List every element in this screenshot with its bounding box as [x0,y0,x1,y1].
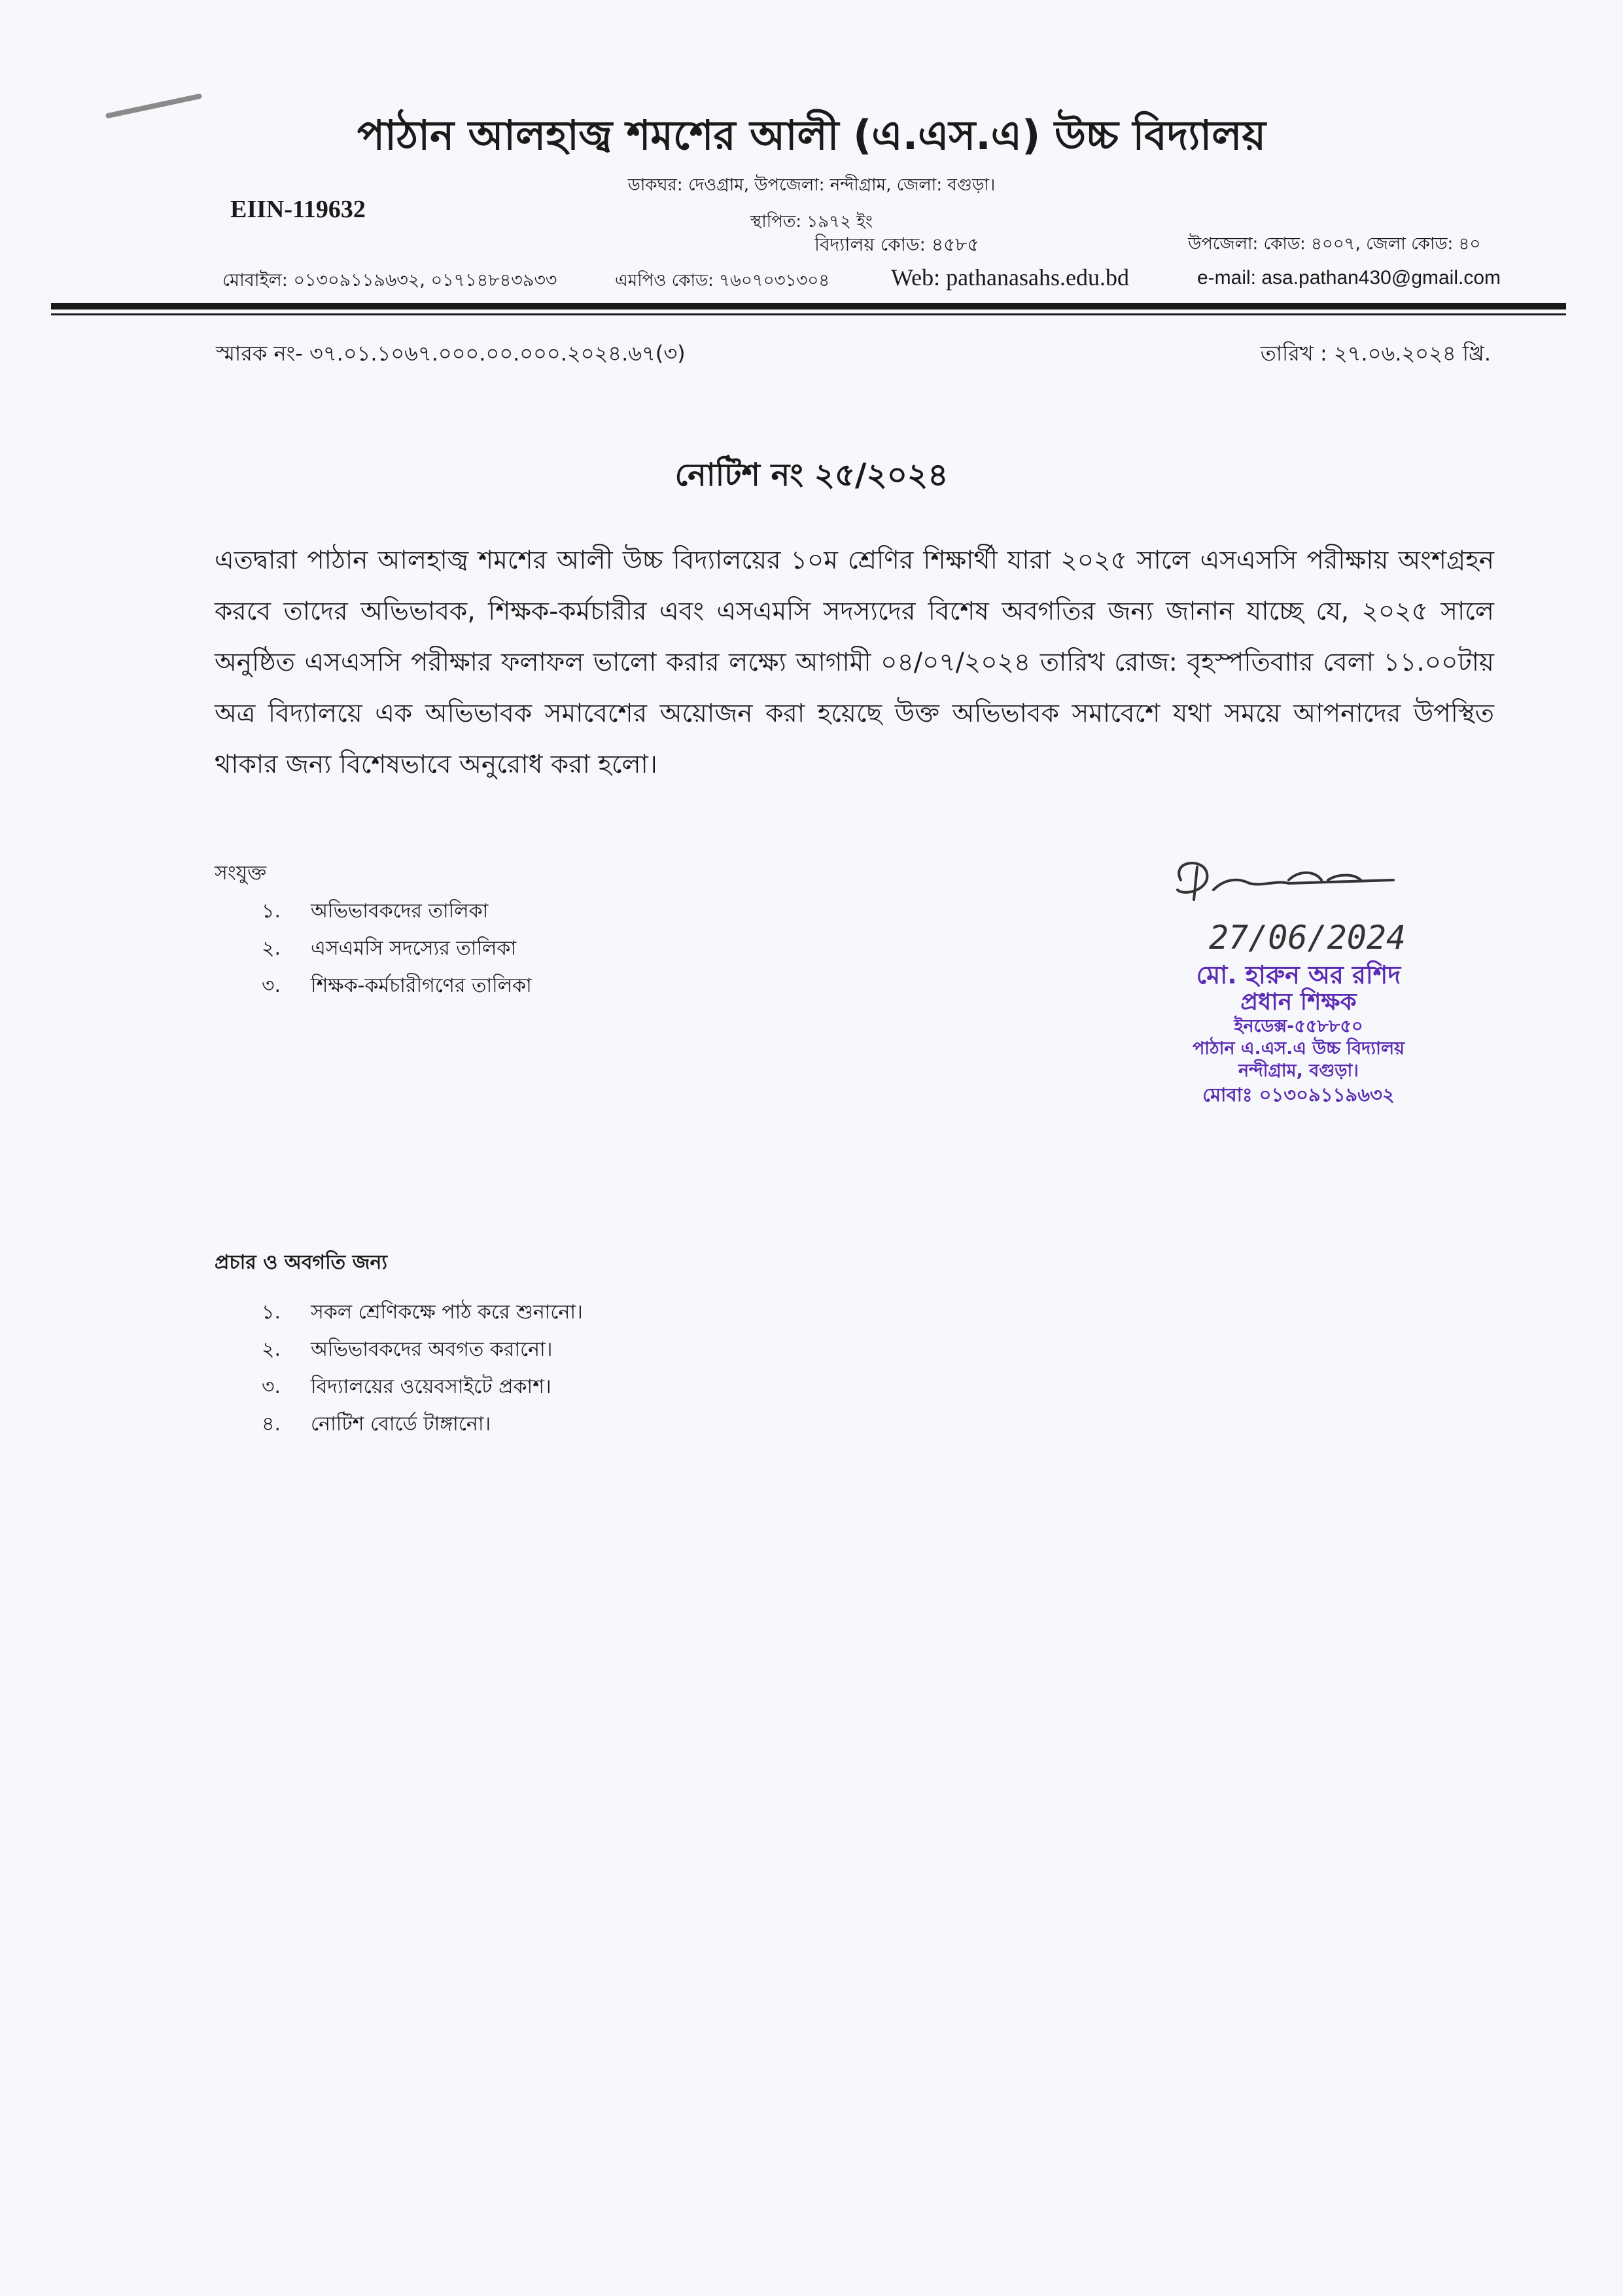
school-name: পাঠান আলহাজ্ব শমশের আলী (এ.এস.এ) উচ্চ বিদ্যালয় [357,111,1266,159]
school-address: ডাকঘর: দেওগ্রাম, উপজেলা: নন্দীগ্রাম, জেলা: বগুড়া। [627,175,996,195]
mobile-numbers: মোবাইল: ০১৩০৯১১৯৬৩২, ০১৭১৪৮৪৩৯৩৩ [222,270,557,291]
stamp-index: ইনডেক্স-৫৫৮৮৫০ [1234,1016,1363,1036]
list-item-text: শিক্ষক-কর্মচারীগণের তালিকা [311,974,532,997]
memo-date: তারিখ : ২৭.০৬.২০২৪ খ্রি. [1260,341,1491,366]
established-year: স্থাপিত: ১৯৭২ ইং [750,212,873,232]
list-item [262,1406,583,1443]
list-item [262,893,532,930]
stamp-school: পাঠান এ.এস.এ উচ্চ বিদ্যালয় [1192,1038,1405,1059]
attachments-heading: সংযুক্ত [215,862,267,885]
list-item-number: ২. [262,937,281,960]
list-item-number: ৩. [262,1375,281,1398]
list-item [262,930,532,968]
list-item-number: ৩. [262,974,281,997]
list-item-number: ৪. [262,1413,281,1436]
memo-number: স্মারক নং- ৩৭.০১.১০৬৭.০০০.০০.০০০.২০২৪.৬৭(৩) [216,341,686,366]
stamp-designation: প্রধান শিক্ষক [1240,989,1357,1016]
notice-body: এতদ্বারা পাঠান আলহাজ্ব শমশের আলী উচ্চ বিদ্যালয়ের ১০ম শ্রেণির শিক্ষার্থী যারা ২০২৫ সালে এসএসসি পরীক্ষায় অংশগ্রহন করবে তাদের অভিভাবক, শিক্ষক-কর্মচারীর এবং এসএমসি সদস্যদের বিশেষ অবগতির জন্য জানান যাচ্ছে যে, ২০২৫ সালে অনুষ্ঠিত এসএসসি পরীক্ষার ফলাফল ভালো করার লক্ষ্যে আগামী ০৪/০৭/২০২৪ তারিখ রোজ: বৃহস্পতিবাার বেলা ১১.০০টায় অত্র বিদ্যালয়ে এক অভিভাবক সমাবেশের অয়োজন করা হয়েছে উক্ত অভিভাবক সমাবেশে যথা সময়ে আপনাদের উপস্থিত থাকার জন্য বিশেষভাবে অনুরোধ করা হলো। [215,546,1494,779]
distribution-heading: প্রচার ও অবগতি জন্য [215,1251,388,1274]
list-item-text: অভিভাবকদের তালিকা [311,900,489,923]
list-item-number: ১. [262,900,281,923]
list-item-text: বিদ্যালয়ের ওয়েবসাইটে প্রকাশ। [311,1375,551,1398]
header-divider-thin [51,313,1566,315]
distribution-list [262,1294,583,1443]
handwritten-signature [1158,854,1433,968]
signature-date: 27/06/2024 [1209,919,1406,957]
list-item [262,1332,583,1369]
stamp-mobile: মোবাঃ ০১৩০৯১১৯৬৩২ [1202,1084,1395,1106]
list-item [262,1294,583,1332]
website: Web: pathanasahs.edu.bd [891,264,1129,291]
list-item [262,968,532,1005]
upazila-code: উপজেলা: কোড: ৪০০৭, জেলা কোড: ৪০ [1188,234,1481,254]
list-item-number: ২. [262,1338,281,1361]
stamp-name: মো. হারুন অর রশিদ [1196,961,1401,989]
eiin-number: EIIN-119632 [230,196,366,223]
mpo-code: এমপিও কোড: ৭৬০৭০৩১৩০৪ [615,271,830,291]
headmaster-stamp [1128,961,1469,1107]
stamp-place: নন্দীগ্রাম, বগুড়া। [1238,1061,1359,1081]
header-divider-thick [51,303,1566,309]
school-code: বিদ্যালয় কোড: ৪৫৮৫ [814,234,979,255]
list-item-text: সকল শ্রেণিকক্ষে পাঠ করে শুনানো। [311,1301,583,1324]
list-item-text: নোটিশ বোর্ডে টাঙ্গানো। [311,1413,491,1436]
list-item-text: অভিভাবকদের অবগত করানো। [311,1338,553,1361]
email-address: e-mail: asa.pathan430@gmail.com [1197,267,1501,289]
list-item [262,1369,583,1406]
notice-title: নোটিশ নং ২৫/২০২৪ [674,457,949,493]
attachments-list [262,893,532,1005]
list-item-text: এসএমসি সদস্যের তালিকা [311,937,517,960]
list-item-number: ১. [262,1301,281,1324]
